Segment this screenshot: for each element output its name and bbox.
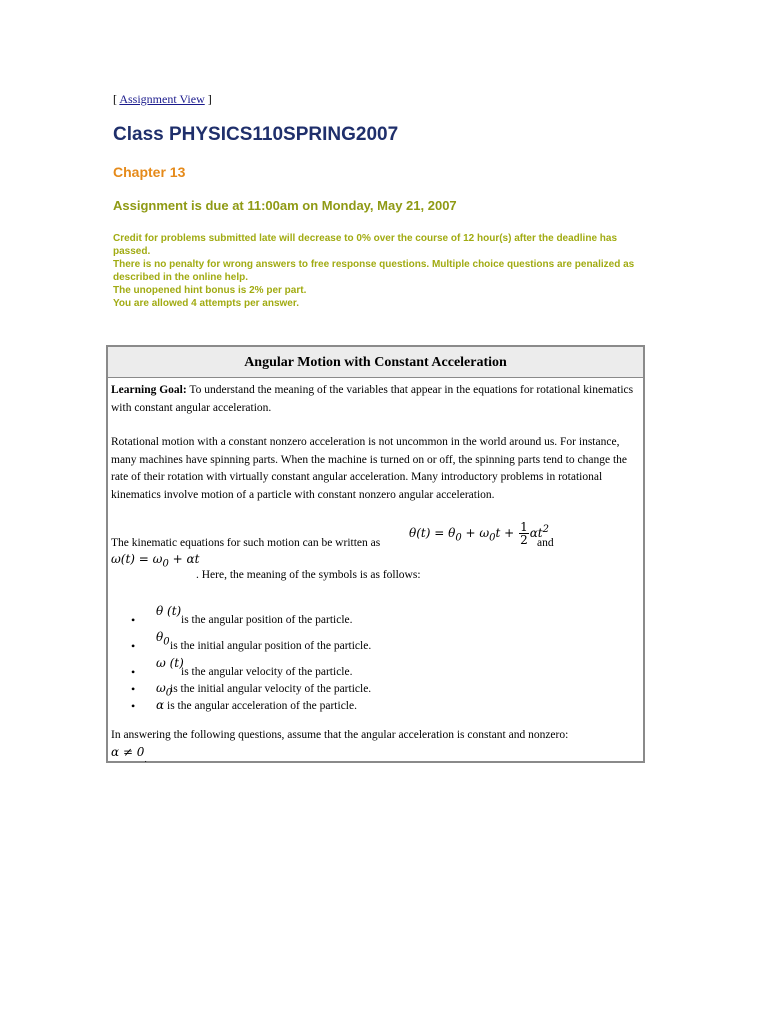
assignment-view-link[interactable]: Assignment View xyxy=(119,92,205,106)
breadcrumb-nav xyxy=(113,92,212,107)
bracket-open: [ xyxy=(113,92,117,106)
policy-no-penalty: There is no penalty for wrong answers to free response questions. Multiple choice questions are penalized as described in the online help. xyxy=(113,259,635,283)
equations-and: and xyxy=(537,537,554,549)
problem-title: Angular Motion with Constant Acceleration xyxy=(108,347,643,378)
alpha-nonzero-equation: $\alpha \ne 0_.$ xyxy=(111,745,147,764)
list-item: • θ (t) is the angular position of the particle. xyxy=(131,603,640,629)
learning-goal-text: To understand the meaning of the variables that appear in the equations for rotational kinematics with constant angular acceleration. xyxy=(111,384,634,414)
symbol-theta-t: • θ (t) xyxy=(156,603,182,618)
velocity-equation: $\omega(t) = \omega_0 + \alpha t$ xyxy=(111,552,200,570)
symbol-list xyxy=(111,603,640,715)
intro-paragraph: Rotational motion with a constant nonzero acceleration is not uncommon in the world around us. For instance, many machines have spinning parts. When the machine is turned on or off, the spinning parts tend to change the rate of their rotation with virtually constant angular acceleration. Many introductory problems in rotational kinematics involve motion of a particle with constant nonzero angular acceleration. xyxy=(111,436,627,501)
problem-body xyxy=(108,378,643,769)
learning-goal-label: Learning Goal: xyxy=(111,384,187,396)
class-title: Class PHYSICS110SPRING2007 xyxy=(113,124,399,145)
list-item: • α is the angular acceleration of the particle. xyxy=(131,698,640,715)
policy-attempts: You are allowed 4 attempts per answer. xyxy=(113,298,299,309)
problem-panel xyxy=(106,345,645,763)
bracket-close: ] xyxy=(207,92,212,106)
list-item: • $\theta_0$ is the initial angular position of the particle. xyxy=(131,629,640,655)
equations-intro: The kinematic equations for such motion can be written as xyxy=(111,537,381,549)
symbols-meaning-intro: . Here, the meaning of the symbols is as follows: xyxy=(196,569,421,581)
list-item: • $\omega_0$ is the initial angular velocity of the particle. xyxy=(131,681,640,698)
assignment-policy xyxy=(113,232,643,310)
list-item: • ω (t) is the angular velocity of the particle. xyxy=(131,655,640,681)
symbol-omega-0: • $\omega_0$ xyxy=(156,680,173,698)
policy-hint-bonus: The unopened hint bonus is 2% per part. xyxy=(113,285,307,296)
symbol-alpha: • α xyxy=(156,697,165,712)
due-date: Assignment is due at 11:00am on Monday, May 21, 2007 xyxy=(113,198,457,213)
policy-late-credit: Credit for problems submitted late will decrease to 0% over the course of 12 hour(s) after the deadline has passed. xyxy=(113,233,618,257)
symbol-theta-0: • $\theta_0$ xyxy=(156,629,170,647)
angle-equation: $\theta(t) = \theta_0 + \omega_0t$ + $\frac{1}{2}$ $\alpha t^2$ xyxy=(409,520,550,547)
learning-goal xyxy=(111,382,640,417)
chapter-title: Chapter 13 xyxy=(113,164,186,180)
kinematic-equations xyxy=(111,520,640,570)
symbol-omega-t: • ω (t) xyxy=(156,655,184,670)
assumption-text: In answering the following questions, assume that the angular acceleration is constant and nonzero: xyxy=(111,728,569,741)
assumption-paragraph xyxy=(111,727,640,769)
half-fraction: $\frac{1}{2}$ xyxy=(520,520,528,547)
